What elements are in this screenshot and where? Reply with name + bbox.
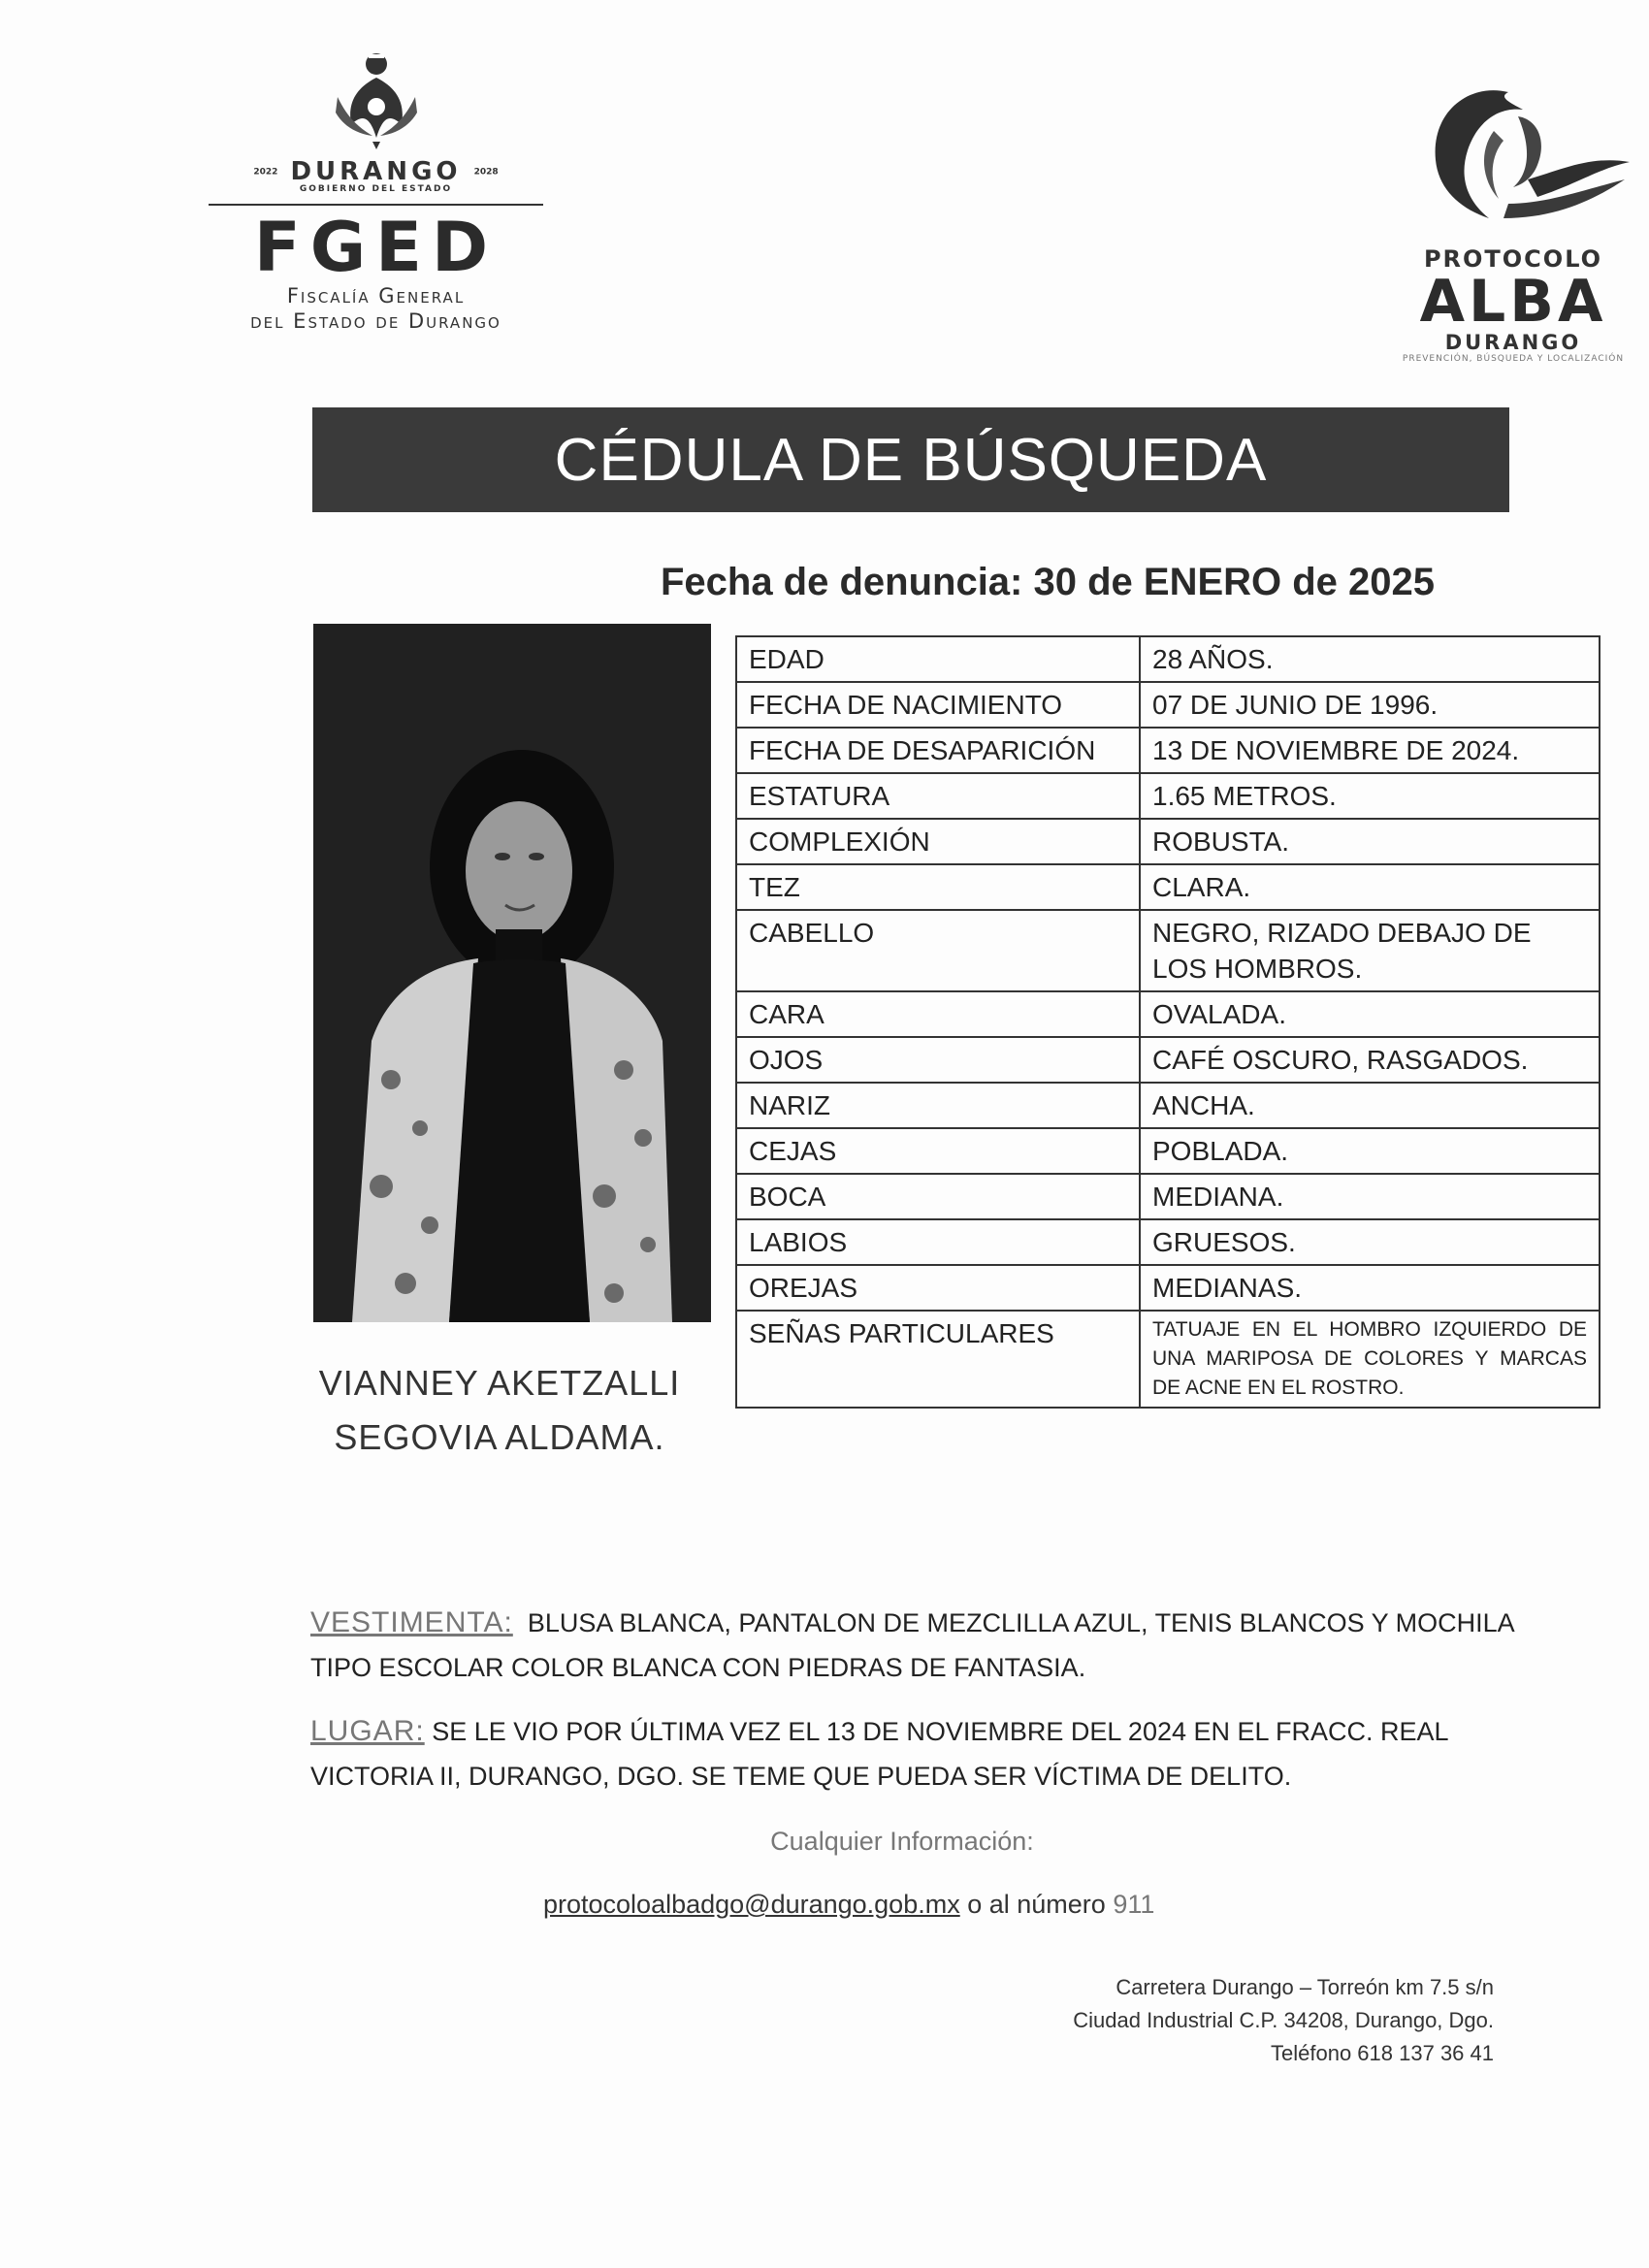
table-row bbox=[736, 1174, 1600, 1219]
contact-email-link[interactable]: protocoloalbadgo@durango.gob.mx bbox=[543, 1890, 960, 1919]
vestimenta-section bbox=[310, 1601, 1533, 1690]
row-label: OREJAS bbox=[736, 1265, 1140, 1311]
row-value: MEDIANAS. bbox=[1140, 1265, 1600, 1311]
row-label: OJOS bbox=[736, 1037, 1140, 1083]
row-label: CEJAS bbox=[736, 1128, 1140, 1174]
gobierno-text: GOBIERNO DEL ESTADO bbox=[299, 184, 453, 194]
row-value: GRUESOS. bbox=[1140, 1219, 1600, 1265]
vestimenta-label: VESTIMENTA: bbox=[310, 1606, 513, 1638]
contact-connector: o al número bbox=[967, 1890, 1106, 1919]
row-value: ANCHA. bbox=[1140, 1083, 1600, 1128]
table-row bbox=[736, 1219, 1600, 1265]
address-phone: Teléfono 618 137 36 41 bbox=[1271, 2041, 1494, 2065]
table-row bbox=[736, 728, 1600, 773]
address-block bbox=[931, 1971, 1494, 2070]
table-row bbox=[736, 1083, 1600, 1128]
table-row bbox=[736, 864, 1600, 910]
row-value: MEDIANA. bbox=[1140, 1174, 1600, 1219]
row-label: NARIZ bbox=[736, 1083, 1140, 1128]
row-value: CAFÉ OSCURO, RASGADOS. bbox=[1140, 1037, 1600, 1083]
lugar-text: SE LE VIO POR ÚLTIMA VEZ EL 13 DE NOVIEMBRE DEL 2024 EN EL FRACC. REAL VICTORIA II, DURANGO, DGO. SE TEME QUE PUEDA SER VÍCTIMA DE DELITO. bbox=[310, 1717, 1448, 1791]
row-value: 1.65 METROS. bbox=[1140, 773, 1600, 819]
year-left: 2022 bbox=[253, 167, 278, 178]
person-details-table bbox=[735, 635, 1600, 1409]
table-row bbox=[736, 682, 1600, 728]
table-row bbox=[736, 1265, 1600, 1311]
page-title: CÉDULA DE BÚSQUEDA bbox=[312, 407, 1509, 512]
missing-person-photo bbox=[313, 624, 711, 1322]
row-value: 28 AÑOS. bbox=[1140, 636, 1600, 682]
year-right: 2028 bbox=[473, 167, 499, 178]
table-row bbox=[736, 819, 1600, 864]
table-row bbox=[736, 1311, 1600, 1408]
contact-phone: 911 bbox=[1113, 1890, 1155, 1919]
vestimenta-text: BLUSA BLANCA, PANTALON DE MEZCLILLA AZUL, TENIS BLANCOS Y MOCHILA TIPO ESCOLAR COLOR BLANCA CON PIEDRAS DE FANTASIA. bbox=[310, 1608, 1514, 1682]
alba-durango-text: DURANGO bbox=[1444, 331, 1582, 354]
table-row bbox=[736, 910, 1600, 991]
lugar-section bbox=[310, 1709, 1533, 1798]
woman-silhouette-icon bbox=[1392, 73, 1634, 238]
row-label: BOCA bbox=[736, 1174, 1140, 1219]
fiscalia-line1: Fiscalía General bbox=[286, 284, 466, 308]
address-line2: Ciudad Industrial C.P. 34208, Durango, Dgo. bbox=[1073, 2008, 1494, 2032]
protocolo-alba-logo bbox=[1382, 73, 1644, 364]
table-row bbox=[736, 1037, 1600, 1083]
logo-divider bbox=[209, 204, 543, 206]
row-value: NEGRO, RIZADO DEBAJO DE LOS HOMBROS. bbox=[1140, 910, 1600, 991]
person-name-line2: SEGOVIA ALDAMA. bbox=[334, 1417, 665, 1457]
table-row bbox=[736, 773, 1600, 819]
fiscalia-line2: del Estado de Durango bbox=[250, 309, 501, 333]
alba-tagline: PREVENCIÓN, BÚSQUEDA Y LOCALIZACIÓN bbox=[1402, 354, 1625, 364]
contact-line bbox=[543, 1890, 1300, 1920]
person-photo-image bbox=[313, 624, 711, 1322]
row-label: EDAD bbox=[736, 636, 1140, 682]
row-label: CABELLO bbox=[736, 910, 1140, 991]
row-value: 07 DE JUNIO DE 1996. bbox=[1140, 682, 1600, 728]
row-value: 13 DE NOVIEMBRE DE 2024. bbox=[1140, 728, 1600, 773]
alba-text: ALBA bbox=[1419, 268, 1607, 336]
row-value: TATUAJE EN EL HOMBRO IZQUIERDO DE UNA MARIPOSA DE COLORES Y MARCAS DE ACNE EN EL ROSTRO. bbox=[1140, 1311, 1600, 1408]
table-row bbox=[736, 636, 1600, 682]
fged-acronym: FGED bbox=[253, 208, 499, 287]
durango-wordmark bbox=[209, 157, 543, 186]
row-label: TEZ bbox=[736, 864, 1140, 910]
durango-text: DURANGO bbox=[290, 157, 462, 186]
row-value: OVALADA. bbox=[1140, 991, 1600, 1037]
row-value: ROBUSTA. bbox=[1140, 819, 1600, 864]
row-label: SEÑAS PARTICULARES bbox=[736, 1311, 1140, 1408]
person-name bbox=[262, 1356, 737, 1465]
row-label: COMPLEXIÓN bbox=[736, 819, 1140, 864]
row-label: FECHA DE NACIMIENTO bbox=[736, 682, 1140, 728]
row-label: LABIOS bbox=[736, 1219, 1140, 1265]
table-row bbox=[736, 1128, 1600, 1174]
contact-label: Cualquier Información: bbox=[770, 1827, 1034, 1856]
table-row bbox=[736, 991, 1600, 1037]
fged-logo bbox=[209, 49, 543, 359]
row-label: CARA bbox=[736, 991, 1140, 1037]
row-value: CLARA. bbox=[1140, 864, 1600, 910]
durango-crest-icon bbox=[318, 49, 435, 155]
table-body bbox=[736, 636, 1600, 1408]
row-label: FECHA DE DESAPARICIÓN bbox=[736, 728, 1140, 773]
address-line1: Carretera Durango – Torreón km 7.5 s/n bbox=[1116, 1975, 1494, 1999]
row-value: POBLADA. bbox=[1140, 1128, 1600, 1174]
protocolo-text: PROTOCOLO bbox=[1423, 245, 1603, 273]
person-name-line1: VIANNEY AKETZALLI bbox=[318, 1363, 681, 1403]
report-date: Fecha de denuncia: 30 de ENERO de 2025 bbox=[660, 561, 1436, 603]
row-label: ESTATURA bbox=[736, 773, 1140, 819]
lugar-label: LUGAR: bbox=[310, 1715, 425, 1747]
